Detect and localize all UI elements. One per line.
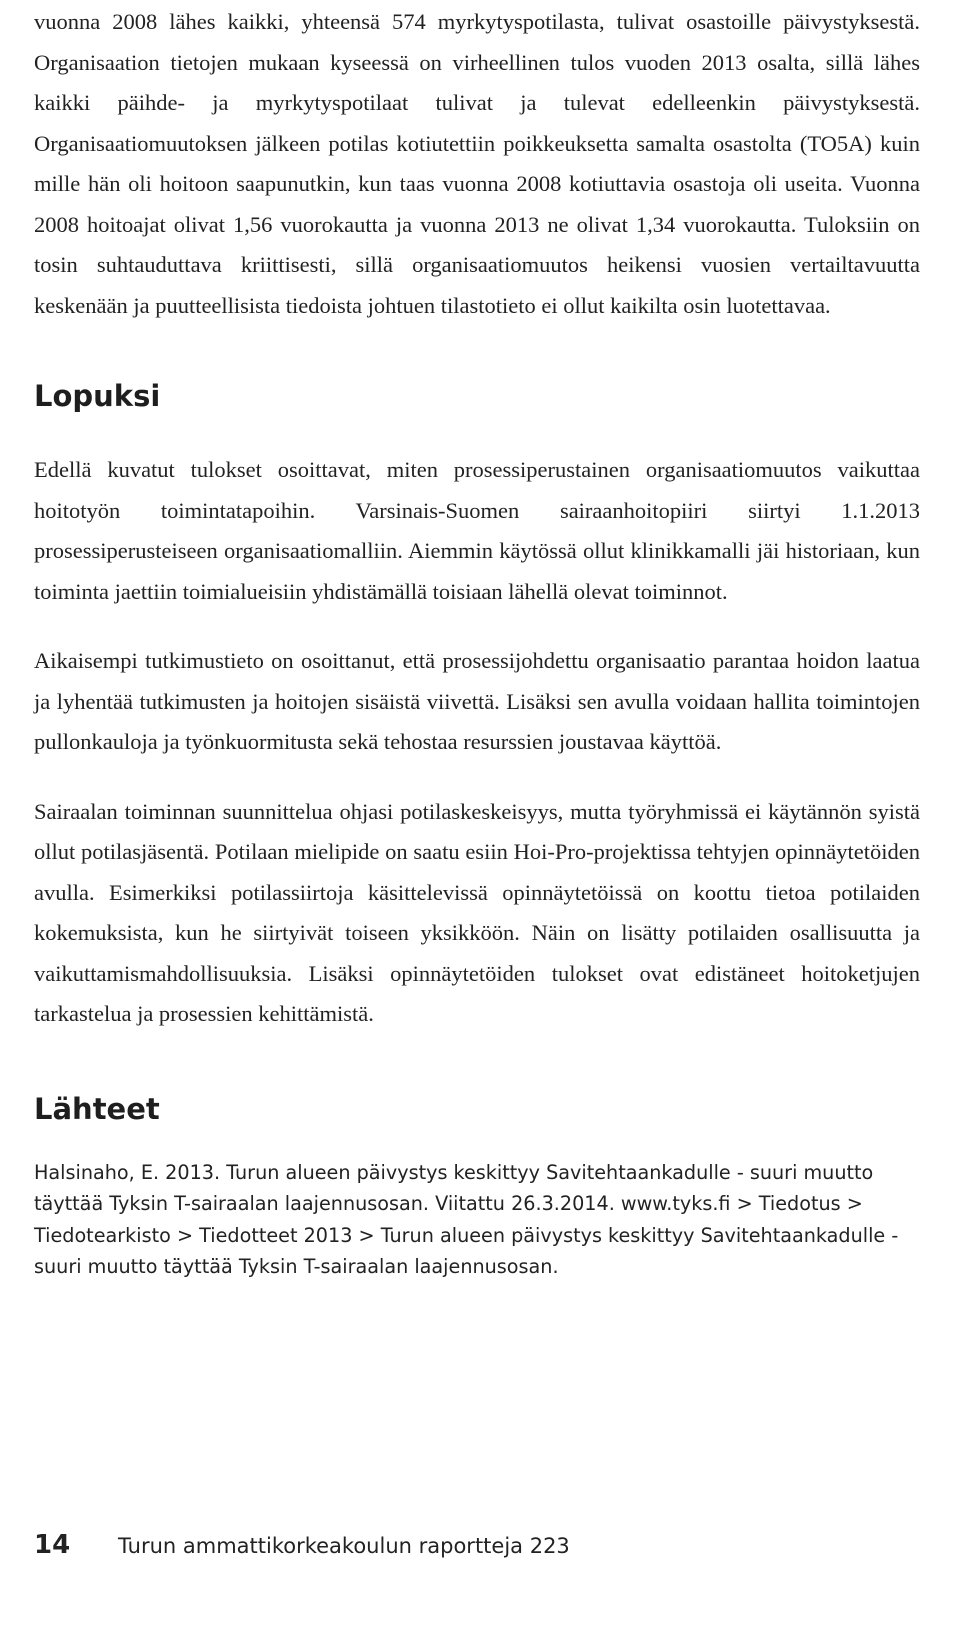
- page-footer: [34, 1530, 570, 1560]
- document-page: [34, 0, 920, 1283]
- series-title: Turun ammattikorkeakoulun raportteja 223: [118, 1534, 570, 1558]
- heading-lopuksi: Lopuksi: [34, 379, 161, 413]
- lopuksi-paragraph-1: Edellä kuvatut tulokset osoittavat, miten prosessiperustainen organisaatiomuutos vaikuttaa hoitotyön toimintatapoihin. Varsinais-Suomen sairaanhoitopiiri siirtyi 1.1.2013 prosessiperusteiseen organisaatiomalliin. Aiemmin käytössä ollut klinikkamalli jäi historiaan, kun toiminta jaettiin toimialueisiin yhdistämällä toisiaan lähellä olevat toiminnot.: [34, 457, 920, 604]
- page-number: 14: [34, 1530, 71, 1560]
- heading-lahteet: Lähteet: [34, 1091, 160, 1126]
- lopuksi-paragraph-3: Sairaalan toiminnan suunnittelua ohjasi potilaskeskeisyys, mutta työryhmissä ei käytännön syistä ollut potilasjäsentä. Potilaan mielipide on saatu esiin Hoi-Pro-projektissa tehtyjen opinnäytetöiden avulla. Esimerkiksi potilassiirtoja käsittelevissä opinnäytetöissä on koottu tietoa potilaiden kokemuksista, kun he siirtyivät toiseen yksikköön. Näin on lisätty potilaiden osallisuutta ja vaikuttamismahdollisuuksia. Lisäksi opinnäytetöiden tulokset ovat edistäneet hoitoketjujen tarkastelua ja prosessien kehittämistä.: [34, 798, 920, 1026]
- intro-paragraph: vuonna 2008 lähes kaikki, yhteensä 574 myrkytyspotilasta, tulivat osastoille päivystyksestä. Organisaation tietojen mukaan kyseessä on virheellinen tulos vuoden 2013 osalta, sillä lähes kaikki päihde- ja myrkytyspotilaat tulivat ja tulevat edelleenkin päivystyksestä. Organisaatiomuutoksen jälkeen potilas kotiutettiin poikkeuksetta samalta osastolta (TO5A) kuin mille hän oli hoitoon saapunutkin, kun taas vuonna 2008 kotiuttavia osastoja oli useita. Vuonna 2008 hoitoajat olivat 1,56 vuorokautta ja vuonna 2013 ne olivat 1,34 vuorokautta. Tuloksiin on tosin suhtauduttava kriittisesti, sillä organisaatiomuutos heikensi vuosien vertailtavuutta keskenään ja puutteellisista tiedoista johtuen tilastotieto ei ollut kaikilta osin luotettavaa.: [34, 9, 920, 318]
- reference-entry: Halsinaho, E. 2013. Turun alueen päivystys keskittyy Savitehtaankadulle - suuri muutto täyttää Tyksin T-sairaalan laajennusosan. Viitattu 26.3.2014. www.tyks.fi > Tiedotus > Tiedotearkisto > Tiedotteet 2013 > Turun alueen päivystys keskittyy Savitehtaankadulle - suuri muutto täyttää Tyksin T-sairaalan laajennusosan.: [34, 1160, 899, 1278]
- lopuksi-paragraph-2: Aikaisempi tutkimustieto on osoittanut, että prosessijohdettu organisaatio parantaa hoidon laatua ja lyhentää tutkimusten ja hoitojen sisäistä viivettä. Lisäksi sen avulla voidaan hallita toimintojen pullonkauloja ja työnkuormitusta sekä tehostaa resurssien joustavaa käyttöä.: [34, 648, 920, 754]
